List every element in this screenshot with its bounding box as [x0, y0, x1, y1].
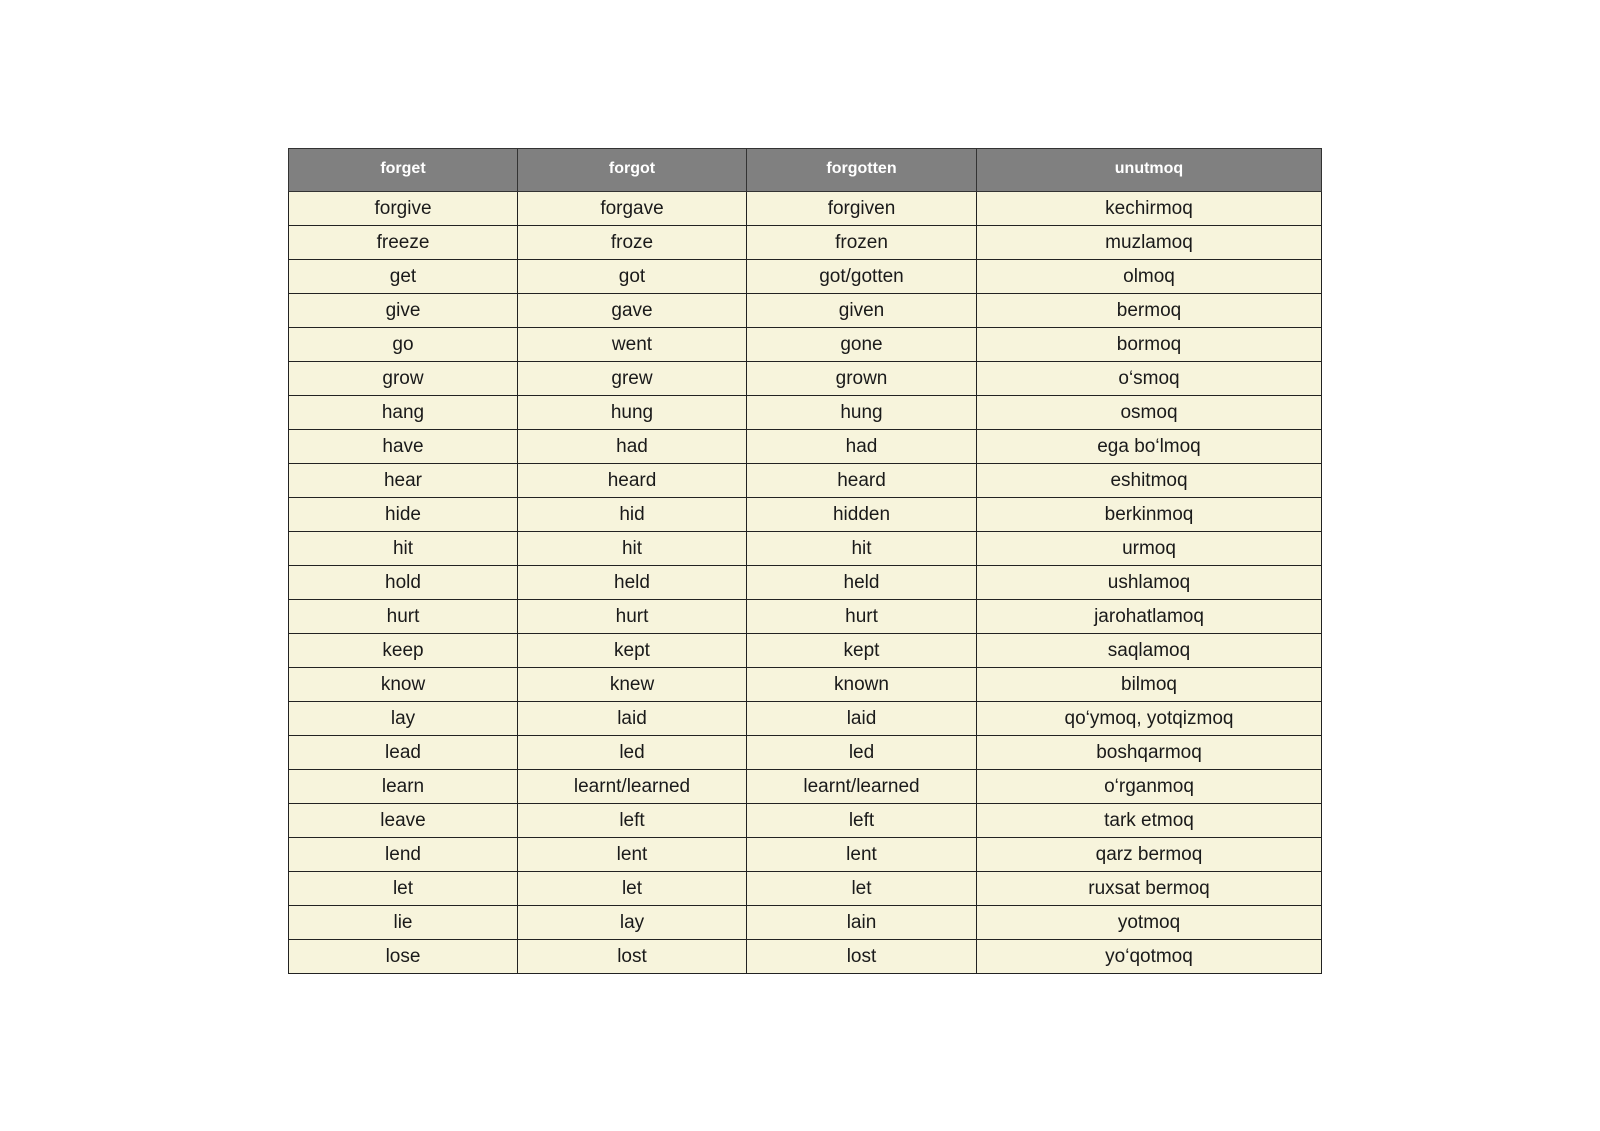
cell-past-participle: let — [747, 872, 977, 906]
table-row — [289, 634, 1322, 668]
cell-translation: saqlamoq — [977, 634, 1322, 668]
header-cell-past-simple: forgot — [518, 149, 747, 192]
cell-translation: kechirmoq — [977, 192, 1322, 226]
cell-translation: tark etmoq — [977, 804, 1322, 838]
cell-base-form: freeze — [289, 226, 518, 260]
table-row — [289, 226, 1322, 260]
cell-past-participle: gone — [747, 328, 977, 362]
cell-base-form: go — [289, 328, 518, 362]
cell-base-form: keep — [289, 634, 518, 668]
cell-base-form: lie — [289, 906, 518, 940]
cell-base-form: hide — [289, 498, 518, 532]
cell-past-participle: lent — [747, 838, 977, 872]
cell-translation: qarz bermoq — [977, 838, 1322, 872]
cell-base-form: give — [289, 294, 518, 328]
table-row — [289, 804, 1322, 838]
cell-past-participle: hit — [747, 532, 977, 566]
cell-base-form: leave — [289, 804, 518, 838]
cell-translation: boshqarmoq — [977, 736, 1322, 770]
header-cell-past-participle: forgotten — [747, 149, 977, 192]
cell-past-participle: hung — [747, 396, 977, 430]
table-row — [289, 532, 1322, 566]
cell-past-simple: hung — [518, 396, 747, 430]
table-row — [289, 736, 1322, 770]
table-row — [289, 294, 1322, 328]
cell-base-form: hold — [289, 566, 518, 600]
cell-past-participle: left — [747, 804, 977, 838]
cell-translation: olmoq — [977, 260, 1322, 294]
cell-past-participle: frozen — [747, 226, 977, 260]
cell-past-participle: learnt/learned — [747, 770, 977, 804]
cell-past-simple: lent — [518, 838, 747, 872]
cell-base-form: hang — [289, 396, 518, 430]
cell-past-simple: laid — [518, 702, 747, 736]
cell-past-simple: heard — [518, 464, 747, 498]
cell-past-participle: had — [747, 430, 977, 464]
cell-past-simple: led — [518, 736, 747, 770]
table-header-row — [289, 149, 1322, 192]
cell-base-form: forgive — [289, 192, 518, 226]
cell-past-simple: lay — [518, 906, 747, 940]
cell-translation: o‘rganmoq — [977, 770, 1322, 804]
table-row — [289, 328, 1322, 362]
table-row — [289, 668, 1322, 702]
table-row — [289, 566, 1322, 600]
cell-past-participle: hidden — [747, 498, 977, 532]
table-row — [289, 260, 1322, 294]
table-row — [289, 192, 1322, 226]
cell-translation: bormoq — [977, 328, 1322, 362]
cell-translation: yo‘qotmoq — [977, 940, 1322, 974]
cell-past-simple: forgave — [518, 192, 747, 226]
cell-translation: jarohatlamoq — [977, 600, 1322, 634]
cell-base-form: know — [289, 668, 518, 702]
cell-translation: bermoq — [977, 294, 1322, 328]
cell-base-form: lose — [289, 940, 518, 974]
cell-base-form: have — [289, 430, 518, 464]
cell-past-simple: held — [518, 566, 747, 600]
cell-translation: berkinmoq — [977, 498, 1322, 532]
cell-base-form: get — [289, 260, 518, 294]
cell-past-participle: lain — [747, 906, 977, 940]
cell-past-participle: known — [747, 668, 977, 702]
cell-translation: qo‘ymoq, yotqizmoq — [977, 702, 1322, 736]
cell-past-participle: got/gotten — [747, 260, 977, 294]
cell-base-form: hit — [289, 532, 518, 566]
cell-past-simple: hurt — [518, 600, 747, 634]
cell-translation: yotmoq — [977, 906, 1322, 940]
cell-base-form: hear — [289, 464, 518, 498]
cell-past-simple: knew — [518, 668, 747, 702]
table-row — [289, 906, 1322, 940]
cell-base-form: grow — [289, 362, 518, 396]
cell-past-participle: forgiven — [747, 192, 977, 226]
cell-past-participle: grown — [747, 362, 977, 396]
cell-translation: o‘smoq — [977, 362, 1322, 396]
cell-base-form: learn — [289, 770, 518, 804]
table-row — [289, 872, 1322, 906]
cell-past-simple: left — [518, 804, 747, 838]
cell-past-participle: given — [747, 294, 977, 328]
cell-translation: bilmoq — [977, 668, 1322, 702]
cell-translation: urmoq — [977, 532, 1322, 566]
cell-base-form: let — [289, 872, 518, 906]
table-body — [289, 192, 1322, 974]
table-row — [289, 362, 1322, 396]
cell-past-participle: hurt — [747, 600, 977, 634]
cell-translation: osmoq — [977, 396, 1322, 430]
cell-past-simple: learnt/learned — [518, 770, 747, 804]
cell-translation: ushlamoq — [977, 566, 1322, 600]
table-row — [289, 600, 1322, 634]
irregular-verbs-table — [288, 148, 1322, 974]
cell-past-simple: got — [518, 260, 747, 294]
cell-translation: ruxsat bermoq — [977, 872, 1322, 906]
cell-past-simple: kept — [518, 634, 747, 668]
table-row — [289, 498, 1322, 532]
cell-past-simple: lost — [518, 940, 747, 974]
cell-base-form: lend — [289, 838, 518, 872]
cell-past-simple: froze — [518, 226, 747, 260]
cell-past-simple: grew — [518, 362, 747, 396]
cell-past-participle: laid — [747, 702, 977, 736]
cell-past-participle: kept — [747, 634, 977, 668]
table-row — [289, 464, 1322, 498]
table-row — [289, 702, 1322, 736]
cell-past-simple: hid — [518, 498, 747, 532]
table-row — [289, 940, 1322, 974]
cell-translation: eshitmoq — [977, 464, 1322, 498]
table-row — [289, 396, 1322, 430]
cell-past-simple: gave — [518, 294, 747, 328]
cell-past-simple: hit — [518, 532, 747, 566]
cell-past-participle: held — [747, 566, 977, 600]
cell-base-form: lay — [289, 702, 518, 736]
table-row — [289, 430, 1322, 464]
header-cell-translation: unutmoq — [977, 149, 1322, 192]
table-row — [289, 838, 1322, 872]
table-row — [289, 770, 1322, 804]
cell-past-participle: led — [747, 736, 977, 770]
cell-past-participle: heard — [747, 464, 977, 498]
header-cell-base-form: forget — [289, 149, 518, 192]
cell-translation: muzlamoq — [977, 226, 1322, 260]
cell-past-simple: went — [518, 328, 747, 362]
cell-past-simple: let — [518, 872, 747, 906]
cell-translation: ega bo‘lmoq — [977, 430, 1322, 464]
cell-past-simple: had — [518, 430, 747, 464]
cell-base-form: hurt — [289, 600, 518, 634]
cell-past-participle: lost — [747, 940, 977, 974]
cell-base-form: lead — [289, 736, 518, 770]
